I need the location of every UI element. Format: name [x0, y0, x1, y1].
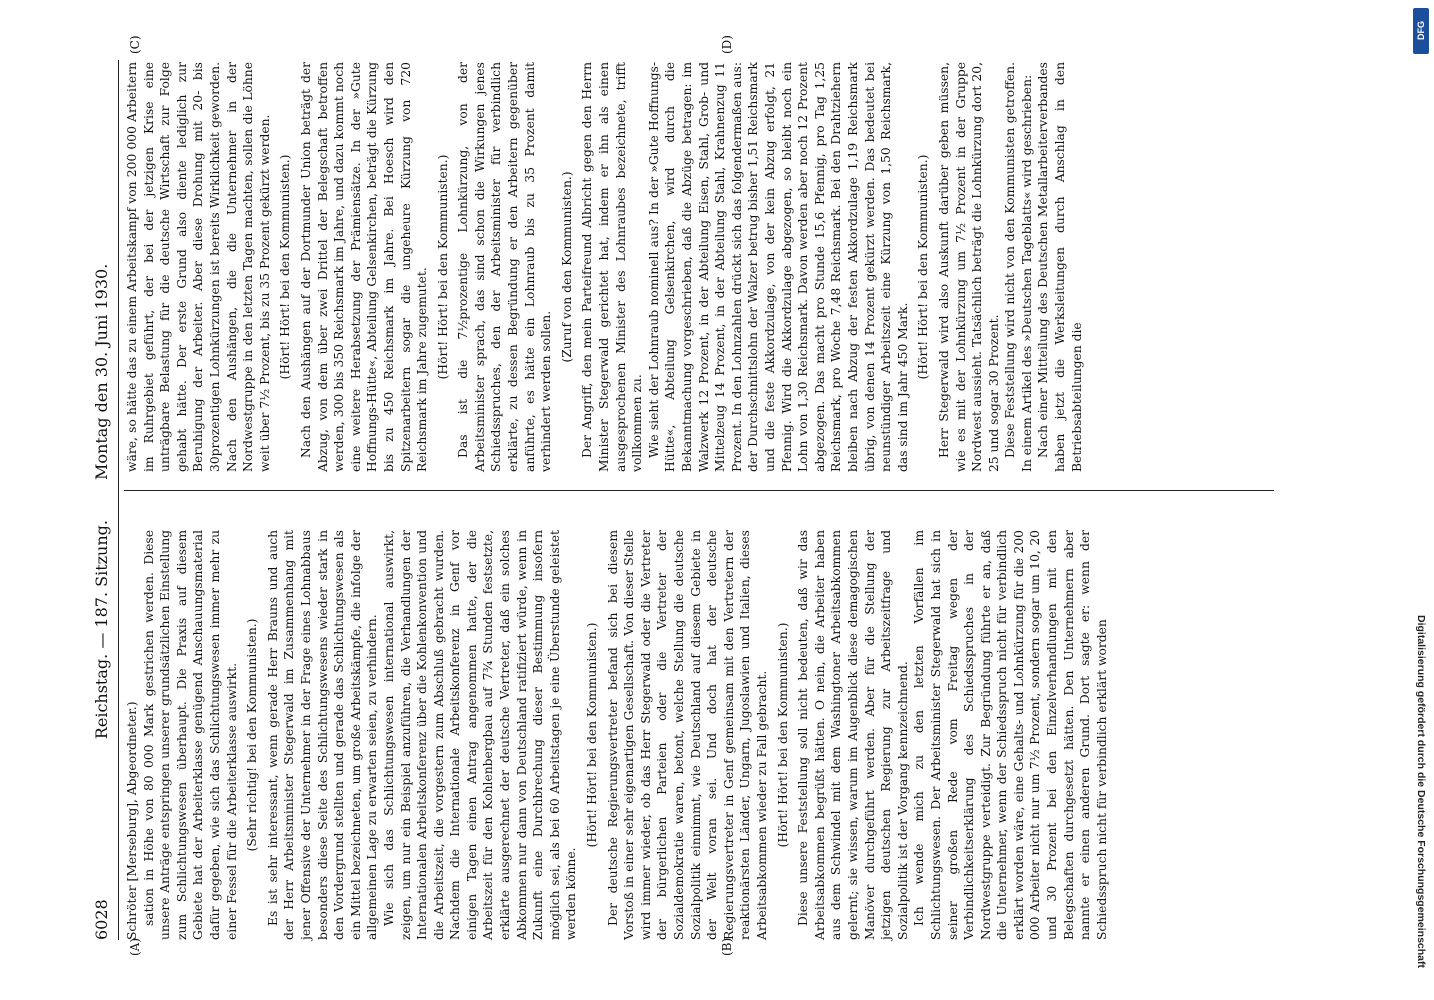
- paragraph: sation in Höhe von 80 000 Mark gestrichen werden. Diese unsere Anträge entspringen unserer grundsätzlichen Einstellung zum Schlichtungswesen überhaupt. Die Praxis auf diesem Gebiete hat der Arbeiterklasse genügend Anschauungsmaterial dafür gegeben, wie sich das Schlichtungswesen immer mehr zu einer Fessel für die Arbeiterklasse auswirkt.: [141, 530, 239, 940]
- interjection: (Hört! Hört! bei den Kommunisten.): [916, 154, 931, 380]
- dfg-stamp: [1410, 8, 1432, 968]
- interjection: (Sehr richtig! bei den Kommunisten.): [245, 618, 260, 852]
- page-number: 6028: [91, 899, 111, 940]
- paragraph: Der deutsche Regierungsvertreter befand sich bei diesem Vorstoß in einer sehr eigenartigen Gesellschaft. Von dieser Stelle wird immer wieder, ob das Herr Stegerwald oder die Vertreter der bürgerlichen Parteien oder die Vertreter der Sozialdemokratie waren, betont, welche Stellung die deutsche Sozialpolitik einnimmt, wie Deutschland auf diesem Gebiete in der Welt voran sei. Und doch hat der deutsche Regierungsvertreter in Genf gemeinsam mit den Vertretern der reaktionärsten Länder, Ungarn, Jugoslawien und Italien, dieses Arbeitsabkommen wieder zu Fall gebracht.: [605, 530, 769, 940]
- paragraph: Wie sieht der Lohnraub nominell aus? In der »Gute Hoffnungs-Hütte«, Abteilung Gelsenkirchen, wird durch die Bekanntmachung vorgeschrieben, daß die Abzüge betragen: im Walzwerk 12 Prozent, in der Abteilung Eisen, Stahl, Grob- und Mittelzeug 14 Prozent, in der Abteilung Stahl, Krahnenzug 11 Prozent. In den Lohnzahlen drückt sich das folgendermaßen aus: der Durchschnittslohn der Walzer betrug bisher 1,51 Reichsmark und die feste Akkordzulage, von der kein Abzug erfolgt, 21 Pfennig. Wird die Akkordzulage abgezogen, so bleibt noch ein Lohn von 1,30 Reichsmark. Davon werden aber noch 12 Prozent abgezogen. Das macht pro Stunde 15,6 Pfennig, pro Tag 1,25 Reichsmark, pro Woche 7,48 Reichsmark. Bei den Drahtziehern bleiben nach Abzug der festen Akkordzulage 1,19 Reichsmark übrig, von denen 14 Prozent gekürzt werden. Das bedeutet bei neunstündiger Arbeitszeit eine Kürzung von 1,50 Reichsmark, das sind im Jahr 450 Mark.: [646, 62, 910, 472]
- paragraph: Diese unsere Feststellung soll nicht bedeuten, daß wir das Arbeitsabkommen begrüßt hätten. O nein, die Arbeiter haben aus dem Schwindel mit dem Washingtoner Arbeitsabkommen gelernt; sie wissen, warum im Augenblick diese demagogischen Manöver durchgeführt werden. Aber für die Stellung der jetzigen deutschen Regierung zur Arbeitszeitfrage und Sozialpolitik ist der Vorgang kennzeichnend.: [796, 530, 910, 940]
- dfg-logo: DFG: [1413, 8, 1429, 54]
- paragraph: Nach den Aushängen auf der Dortmunder Union beträgt der Abzug, von dem über zwei Drittel der Belegschaft betroffen werden, 300 bis 350 Reichsmark im Jahre, und dazu kommt noch eine weitere Herabsetzung der Prämiensätze. In der »Gute Hoffnungs-Hütte«, Abteilung Gelsenkirchen, beträgt die Kürzung bis zu 450 Reichsmark im Jahre. Bei Hoesch wird den Spitzenarbeitern sogar die ungeheure Kürzung von 720 Reichsmark im Jahre zugemutet.: [298, 62, 430, 472]
- page-header: [88, 60, 114, 940]
- paragraph: Diese Feststellung wird nicht von den Kommunisten getroffen. In einem Artikel des »Deutschen Tageblatts« wird geschrieben:: [1003, 62, 1034, 472]
- text-column-left: [124, 530, 1110, 940]
- interjection: (Hört! Hört! bei den Kommunisten.): [278, 154, 293, 380]
- interjection: (Hört! Hört! bei den Kommunisten.): [775, 622, 790, 848]
- paragraph: Es ist sehr interessant, wenn gerade Herr Brauns und auch der Herr Arbeitsminister Stegerwald im Zusammenhang mit jener Offensive der Unternehmer in der Frage eines Lohnabbaus besonders diese Seite des Schlichtungswesens wieder stark in den Vordergrund stellten und gerade das Schlichtungswesen als ein Mittel bezeichneten, um große Arbeitskämpfe, die infolge der allgemeinen Lage zu erwarten seien, zu verhindern.: [265, 530, 380, 940]
- header-rule: [118, 60, 119, 940]
- interjection: (Zuruf von den Kommunisten.): [559, 171, 574, 363]
- margin-marker-c: (C): [128, 35, 142, 54]
- session-title: Reichstag. — 187. Sitzung.: [91, 520, 111, 740]
- paragraph: Der Angriff, den mein Parteifreund Albricht gegen den Herrn Minister Stegerwald gerichtet hat, indem er ihn als einen ausgesprochenen Minister des Lohnraubes bezeichnete, trifft vollkommen zu.: [580, 62, 645, 472]
- interjection: (Hört! Hört! bei den Kommunisten.): [585, 622, 600, 848]
- margin-marker-d: (D): [720, 35, 734, 54]
- paragraph: Ich wende mich zu den letzten Vorfällen im Schlichtungswesen. Der Arbeitsminister Stegerwald hat sich in seiner großen Rede vom Freitag wegen der Verbindlichkeitserklärung des Schiedsspruches in der Nordwestgruppe verteidigt. Zur Begründung führte er an, daß die Unternehmer, wenn der Schiedsspruch nicht für verbindlich erklärt worden wäre, eine Gehalts- und Lohnkürzung für die 200 000 Arbeiter nicht nur um 7½ Prozent, sondern sogar um 10, 20 und 30 Prozent bei den Einzelverhandlungen mit den Belegschaften durchgesetzt hätten. Den Unternehmern aber nannte er einen anderen Grund. Dort sagte er: wenn der Schiedsspruch nicht für verbindlich erklärt worden: [912, 530, 1109, 940]
- paragraph: Wie sich das Schlichtungswesen international auswirkt, zeigen, um nur ein Beispiel anzuführen, die Verhandlungen der Internationalen Arbeitskonferenz über die Kohlenkonvention und die Arbeitszeit, die vorgestern zum Abschluß gebracht wurden. Nachdem die Internationale Arbeitskonferenz in Genf vor einigen Tagen einen Antrag angenommen hatte, der die Arbeitszeit für den Kohlenbergbau auf 7¾ Stunden festsetzte, erklärte ausgerechnet der deutsche Vertreter, daß ein solches Abkommen nur dann von Deutschland ratifiziert würde, wenn in Zukunft eine Durchbrechung dieser Bestimmung insofern möglich sei, als bei 60 Arbeitstagen je eine Überstunde geleistet werden könne.: [381, 530, 579, 940]
- paragraph: Das ist die 7½prozentige Lohnkürzung, von der Arbeitsminister sprach, das sind schon die Wirkungen jenes Schiedsspruches, den der Arbeitsminister für verbindlich erklärte, zu dessen Begründung er den Arbeitern gegenüber anführte, es hätte ein Lohnraub bis zu 35 Prozent damit verhindert werden sollen.: [456, 62, 554, 472]
- paragraph: Herr Stegerwald wird also Auskunft darüber geben müssen, wie es mit der Lohnkürzung um 7½ Prozent in der Gruppe Nordwest aussieht. Tatsächlich beträgt die Lohnkürzung dort 20, 25 und sogar 30 Prozent.: [936, 62, 1001, 472]
- margin-marker-a: (A): [128, 937, 142, 956]
- paragraph: wäre, so hätte das zu einem Arbeitskampf von 200 000 Arbeitern im Ruhrgebiet geführt, der bei der jetzigen Krise eine unträgbare Belastung für die deutsche Wirtschaft zur Folge gehabt hätte. Der erste Grund also diente lediglich zur Beruhigung der Arbeiter. Aber diese Drohung mit 20- bis 30prozentigen Lohnkürzungen ist bereits Wirklichkeit geworden. Nach den Aushängen, die die Unternehmer in der Nordwestgruppe in den letzten Tagen machten, sollen die Löhne weit über 7½ Prozent, bis zu 35 Prozent gekürzt werden.: [125, 62, 272, 472]
- session-date: Montag den 30. Juni 1930.: [91, 263, 111, 480]
- interjection: (Hört! Hört! bei den Kommunisten.): [435, 154, 450, 380]
- text-column-right: [124, 62, 1085, 472]
- column-divider: [124, 490, 1274, 491]
- margin-marker-b: (B): [720, 937, 734, 956]
- dfg-credit-text: Digitalisierung gefördert durch die Deutsche Forschungsgemeinschaft: [1415, 615, 1427, 968]
- speaker-line: Schröter [Merseburg], Abgeordneter.): [125, 701, 139, 940]
- quoted-paragraph: Nach einer Mitteilung des Deutschen Metallarbeiterverbandes haben jetzt die Werksleitungen durch Anschlag in den Betriebsabteilungen die: [1036, 62, 1084, 472]
